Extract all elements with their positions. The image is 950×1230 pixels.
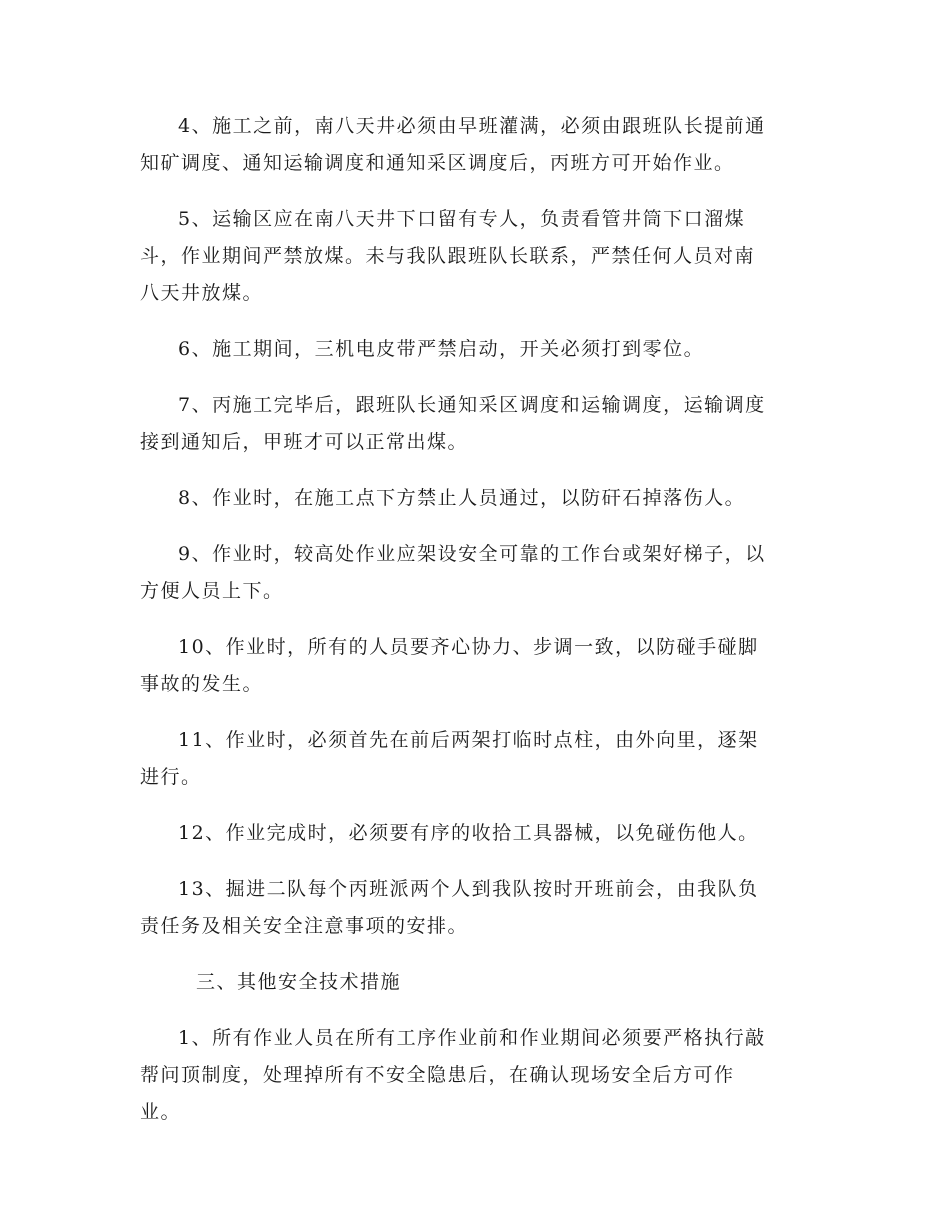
paragraph-item-9	[140, 536, 810, 610]
text-line: 斗，作业期间严禁放煤。未与我队跟班队长联系，严禁任何人员对南	[140, 245, 756, 267]
paragraph-item-12	[140, 815, 810, 852]
text-line: 13、掘进二队每个丙班派两个人到我队按时开班前会，由我队负	[178, 878, 759, 900]
paragraph-item-6	[140, 331, 810, 368]
text-line: 八天井放煤。	[140, 282, 264, 304]
text-line: 责任务及相关安全注意事项的安排。	[140, 915, 469, 937]
text-line: 4、施工之前，南八天井必须由早班灌满，必须由跟班队长提前通	[178, 115, 766, 137]
paragraph-item-8	[140, 480, 810, 517]
text-line: 业。	[140, 1101, 182, 1123]
text-line: 6、施工期间，三机电皮带严禁启动，开关必须打到零位。	[178, 338, 705, 360]
section-paragraph-item-1	[140, 1020, 810, 1131]
text-line: 10、作业时，所有的人员要齐心协力、步调一致，以防碰手碰脚	[178, 636, 759, 658]
section-heading: 三、其他安全技术措施	[196, 971, 402, 993]
paragraph-item-7	[140, 387, 810, 461]
text-line: 12、作业完成时，必须要有序的收拾工具器械，以免碰伤他人。	[178, 822, 759, 844]
text-line: 11、作业时，必须首先在前后两架打临时点柱，由外向里，逐架	[178, 729, 759, 751]
text-line: 5、运输区应在南八天井下口留有专人，负责看管井筒下口溜煤	[178, 208, 746, 230]
paragraph-item-11	[140, 722, 810, 796]
paragraph-item-13	[140, 871, 810, 945]
text-line: 进行。	[140, 766, 202, 788]
text-line: 接到通知后，甲班才可以正常出煤。	[140, 431, 469, 453]
text-line: 1、所有作业人员在所有工序作业前和作业期间必须要严格执行敲	[178, 1027, 766, 1049]
text-line: 事故的发生。	[140, 673, 264, 695]
text-line: 8、作业时，在施工点下方禁止人员通过，以防矸石掉落伤人。	[178, 487, 746, 509]
paragraph-item-10	[140, 629, 810, 703]
text-line: 知矿调度、通知运输调度和通知采区调度后，丙班方可开始作业。	[140, 152, 735, 174]
paragraph-item-4	[140, 108, 810, 182]
paragraph-item-5	[140, 201, 810, 312]
text-line: 7、丙施工完毕后，跟班队长通知采区调度和运输调度，运输调度	[178, 394, 766, 416]
text-line: 帮问顶制度，处理掉所有不安全隐患后，在确认现场安全后方可作	[140, 1064, 735, 1086]
text-line: 方便人员上下。	[140, 580, 284, 602]
text-line: 9、作业时，较高处作业应架设安全可靠的工作台或架好梯子，以	[178, 543, 766, 565]
